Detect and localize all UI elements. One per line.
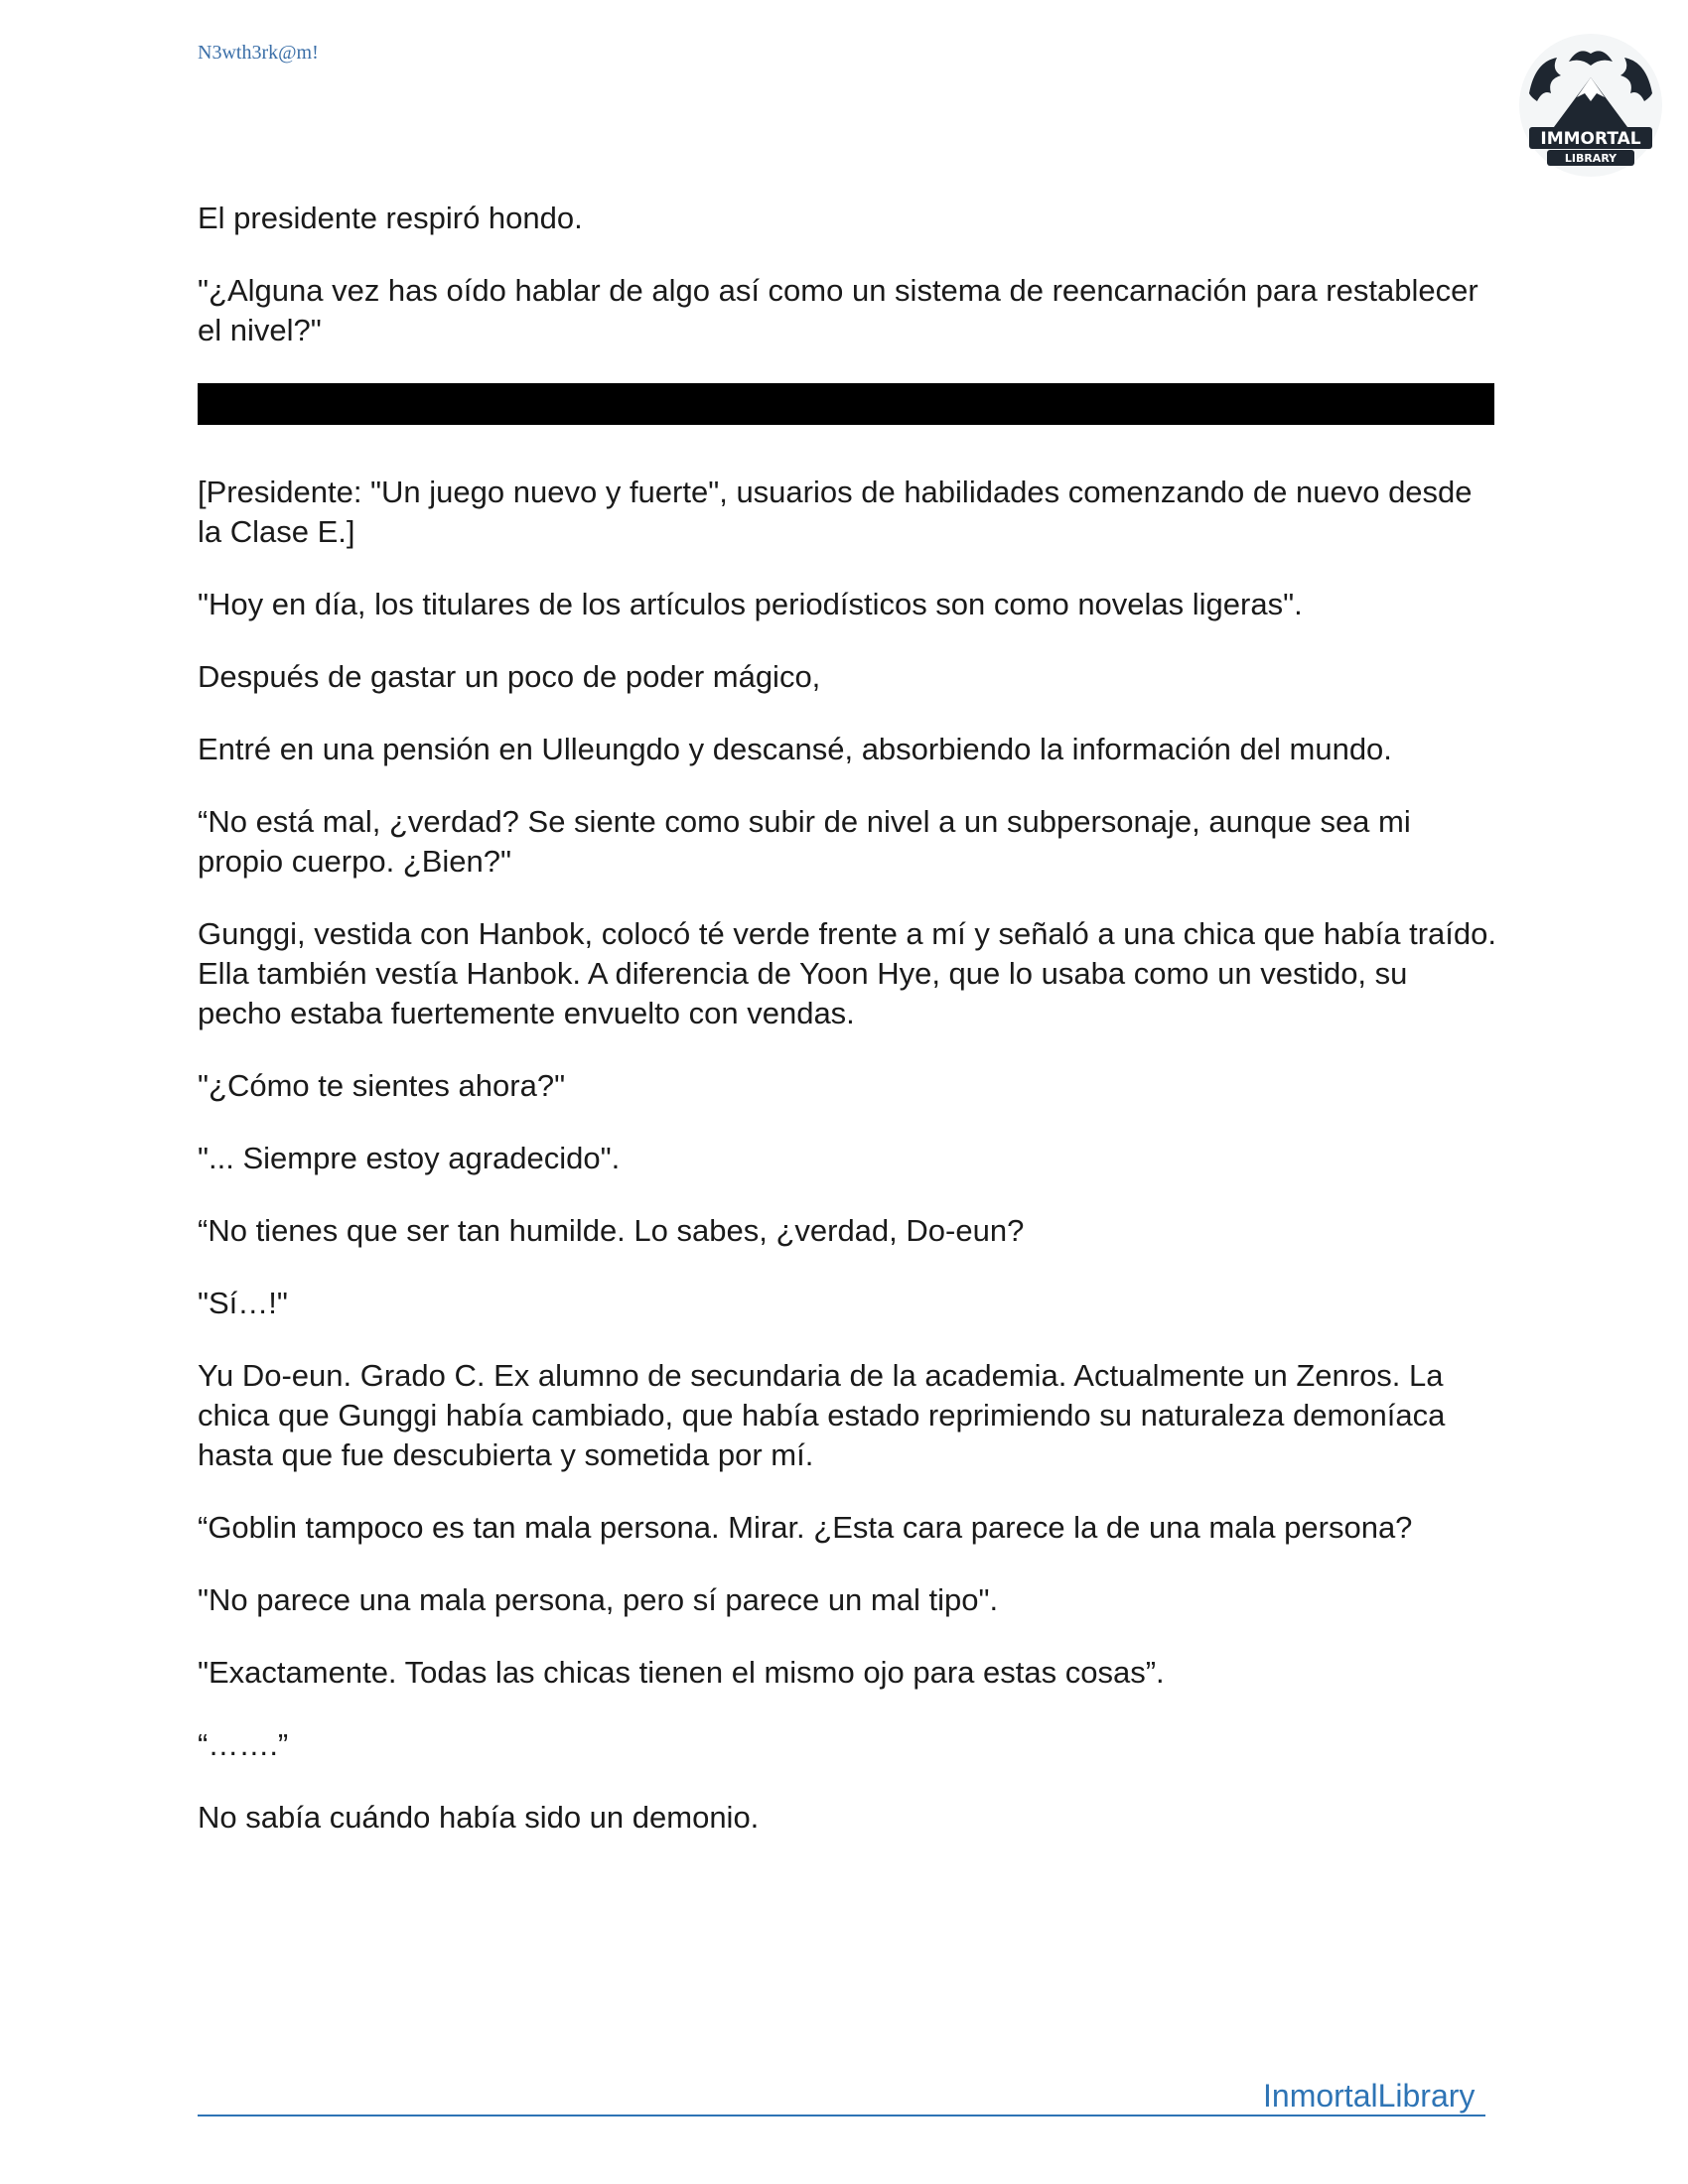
paragraph: “No tienes que ser tan humilde. Lo sabes, ¿verdad, Do-eun? <box>198 1213 1025 1248</box>
paragraph: “Goblin tampoco es tan mala persona. Mirar. ¿Esta cara parece la de una mala persona? <box>198 1510 1413 1545</box>
watermark-text: N3wth3rk@m! <box>198 42 319 64</box>
paragraph: Gunggi, vestida con Hanbok, colocó té verde frente a mí y señaló a una chica que había traído. Ella también vestía Hanbok. A diferencia de Yoon Hye, que lo usaba como un vestido, su pecho estaba fuertemente envuelto con vendas. <box>198 916 1496 1030</box>
logo-text-bottom: LIBRARY <box>1564 152 1618 165</box>
footer-divider <box>198 2115 1485 2116</box>
paragraph: "Sí…!" <box>198 1286 288 1320</box>
paragraph: "No parece una mala persona, pero sí parece un mal tipo". <box>198 1582 999 1617</box>
page-body <box>198 199 1498 1870</box>
paragraph: [Presidente: "Un juego nuevo y fuerte", usuarios de habilidades comenzando de nuevo desde la Clase E.] <box>198 475 1473 549</box>
paragraph: El presidente respiró hondo. <box>198 201 583 235</box>
paragraph: Después de gastar un poco de poder mágico, <box>198 659 821 694</box>
paragraph: No sabía cuándo había sido un demonio. <box>198 1800 760 1835</box>
paragraph: Entré en una pensión en Ulleungdo y descansé, absorbiendo la información del mundo. <box>198 732 1392 766</box>
immortal-library-logo <box>1517 32 1664 179</box>
paragraph: "... Siempre estoy agradecido". <box>198 1141 621 1175</box>
paragraph: "¿Cómo te sientes ahora?" <box>198 1068 566 1103</box>
paragraph: Yu Do-eun. Grado C. Ex alumno de secundaria de la academia. Actualmente un Zenros. La chica que Gunggi había cambiado, que había estado reprimiendo su naturaleza demoníaca hasta que fue descubierta y sometida por mí. <box>198 1358 1446 1472</box>
paragraph: “…….” <box>198 1727 289 1762</box>
paragraph: "¿Alguna vez has oído hablar de algo así como un sistema de reencarnación para restablecer el nivel?" <box>198 273 1478 347</box>
footer-link[interactable]: InmortalLibrary <box>1263 2078 1476 2114</box>
paragraph: "Exactamente. Todas las chicas tienen el mismo ojo para estas cosas”. <box>198 1655 1165 1690</box>
redaction-bar <box>198 383 1494 425</box>
logo-text-top: IMMORTAL <box>1540 129 1641 149</box>
paragraph: "Hoy en día, los titulares de los artículos periodísticos son como novelas ligeras". <box>198 587 1303 621</box>
paragraph: “No está mal, ¿verdad? Se siente como subir de nivel a un subpersonaje, aunque sea mi propio cuerpo. ¿Bien?" <box>198 804 1411 879</box>
